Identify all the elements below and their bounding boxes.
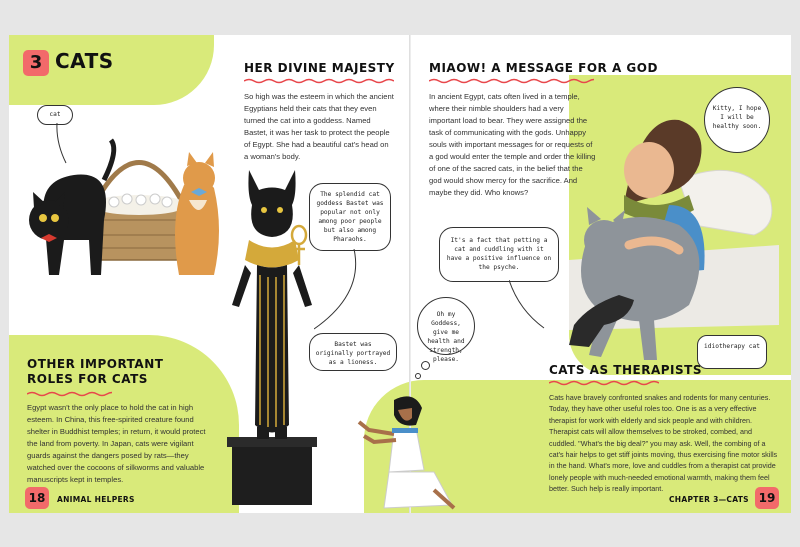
chapter-number-badge: 3 <box>23 50 49 76</box>
bastet-statue-illustration <box>227 165 317 510</box>
therapists-text: Cats have bravely confronted snakes and rodents for many centuries. Today, they have other useful roles too. One is as a very effective therapist for work with elderly and sick people and with children. Therapist cats will allow themselves to be stroked, combed, and cuddled. "What's the big deal?" you may ask. Well, the combing of a cat's hair helps to get stiff joints moving, thus exercising fine motor skills in the hand. What's more, love and cuddles from a therapist cat provide lonely people with much-needed emotional warmth, making them feel better. Such help is really important. <box>549 393 778 494</box>
divine-heading: HER DIVINE MAJESTY <box>244 61 395 75</box>
cat-label-pointer <box>54 123 74 165</box>
bastet-popular-bubble: The splendid cat goddess Bastet was popular not only among poor people but also among Pharaohs. <box>309 183 391 251</box>
footer-right: CHAPTER 3—CATS <box>669 495 749 504</box>
other-roles-heading-line1: OTHER IMPORTANT <box>27 357 164 371</box>
psyche-fact-bubble: It's a fact that petting a cat and cuddling with it have a positive influence on the psyche. <box>439 227 559 282</box>
cat-label-bubble: cat <box>37 105 73 125</box>
page-title: CATS <box>55 49 114 73</box>
book-spread <box>9 35 791 513</box>
cats-basket-illustration <box>19 110 224 300</box>
page-number-right: 19 <box>755 487 779 509</box>
kitty-bubble: Kitty, I hope I will be healthy soon. <box>704 87 770 153</box>
squiggle-divider <box>244 78 394 84</box>
other-roles-heading-line2: ROLES FOR CATS <box>27 372 148 386</box>
thought-dot <box>415 373 421 379</box>
other-roles-heading <box>27 357 207 387</box>
thought-dot <box>421 361 430 370</box>
squiggle-divider <box>27 391 112 397</box>
other-roles-text: Egypt wasn't the only place to hold the cat in high esteem. In China, this free-spirited creature found shelter in Buddhist temples; in return, it would protect the land from poverty. In Japan, cats were vigilant guards against the dangers posed by rats—they watched over the cocoons of silkworms and valuable manuscripts kept in temples. <box>27 403 206 484</box>
footer-left: ANIMAL HELPERS <box>57 495 135 504</box>
goddess-prayer-bubble: Oh my Goddess, give me health and strength, please. <box>417 297 475 355</box>
divine-text: So high was the esteem in which the ancient Egyptians held their cats that they even turned the cat into a goddess. Named Bastet, it was her task to protect the people of Egypt. She had a beautiful cat's head on a woman's body. <box>244 92 394 161</box>
squiggle-divider <box>549 380 659 386</box>
page-number-left: 18 <box>25 487 49 509</box>
bastet-popular-pointer <box>314 249 369 334</box>
miaow-text: In ancient Egypt, cats often lived in a temple, where their nimble shoulders had a very important load to bear. They were assigned the task of communicating with the gods. Unhappy souls with important messages for or requests of a god would enter the temple and order the killing of one of the sacred cats, in the belief that the god would show mercy for the sacrifice. And maybe they did. Who knows? <box>429 92 596 197</box>
squiggle-divider <box>429 78 594 84</box>
psyche-fact-pointer <box>509 280 549 330</box>
therapists-heading: CATS AS THERAPISTS <box>549 363 702 377</box>
miaow-heading: MIAOW! A MESSAGE FOR A GOD <box>429 61 658 75</box>
lioness-bubble: Bastet was originally portrayed as a lioness. <box>309 333 397 371</box>
idiotherapy-cat-bubble: idiotherapy cat <box>697 335 767 369</box>
kneeling-woman-illustration <box>354 390 459 512</box>
